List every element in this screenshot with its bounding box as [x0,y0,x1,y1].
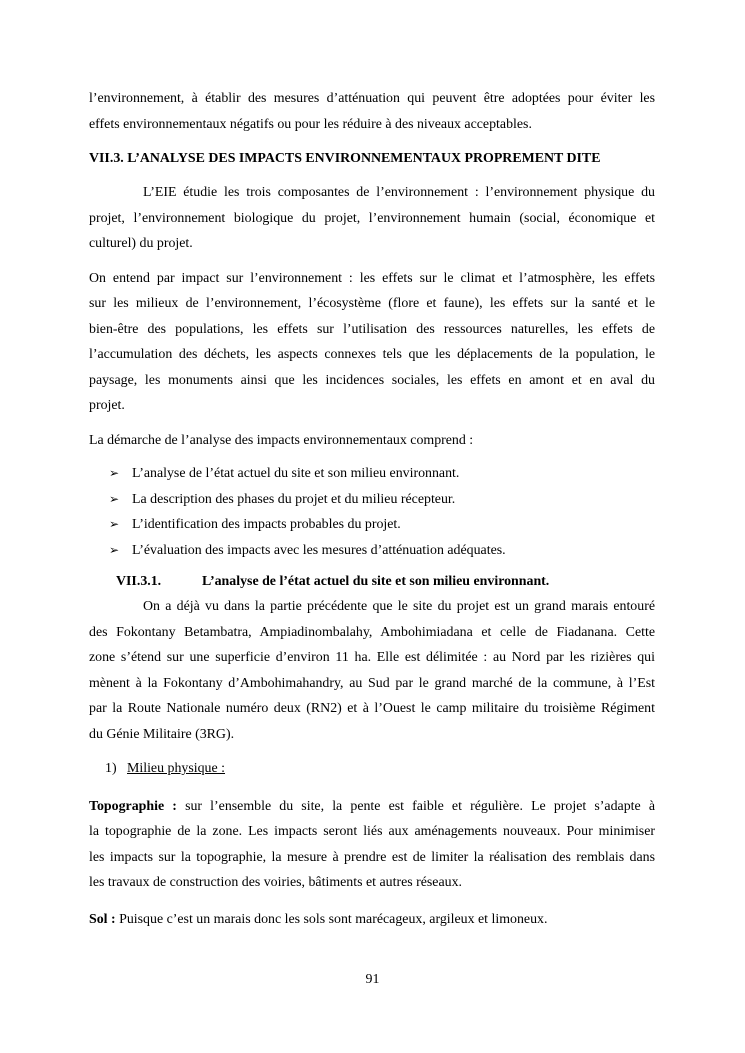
list-item-text: L’identification des impacts probables du projet. [132,517,401,532]
list-item-text: La description des phases du projet et du milieu récepteur. [132,491,456,507]
numbered-item [89,756,655,782]
document-page [89,86,655,932]
text-line: du Génie Militaire (3RG). [89,726,235,742]
list-item [89,538,655,564]
eie-paragraph [89,180,655,257]
text-line: L’EIE étudie les trois composantes de l’environnement : l’environnement physique du [143,185,655,200]
list-item [89,487,655,513]
text-line: mènent à la Fokontany d’Ambohimahandry, au Sud par le grand marché de la commune, à l’Est [89,675,655,691]
item-label: Milieu physique : [127,761,226,776]
list-item [89,461,655,487]
section-heading: VII.3. L’ANALYSE DES IMPACTS ENVIRONNEMENTAUX PROPREMENT DITE [89,151,601,166]
text-line: On entend par impact sur l’environnement : les effets sur le climat et l’atmosphère, les effets [89,270,655,286]
text-line [89,794,655,820]
list-item-text: L’analyse de l’état actuel du site et son milieu environnant. [132,466,460,481]
subsection-number: VII.3.1. [116,574,162,589]
soil-text: Puisque c’est un marais donc les sols sont marécageux, argileux et limoneux. [119,911,548,927]
topography-label: Topographie : [89,798,177,814]
arrow-bullet-icon: ➢ [109,542,120,557]
text-line: zone s’étend sur une superficie d’environ 11 ha. Elle est délimitée : au Nord par les rizières qui [89,650,655,665]
text-line: paysage, les monuments ainsi que les incidences sociales, les effets en amont et en aval du [89,372,655,388]
site-paragraph [89,594,655,747]
soil-paragraph [89,907,655,933]
list-item [89,512,655,538]
text-line: On a déjà vu dans la partie précédente que le site du projet est un grand marais entouré [143,599,655,614]
text-line: projet. [89,398,125,413]
topography-paragraph [89,794,655,896]
text-line: l’environnement, à établir des mesures d’atténuation qui peuvent être adoptées pour éviter les [89,91,655,106]
soil-label: Sol : [89,911,116,927]
text-fragment: sur l’ensemble du site, la pente est faible et régulière. Le projet s’adapte à [185,798,655,814]
arrow-bullet-icon: ➢ [109,491,120,506]
item-number: 1) [105,761,117,776]
text-line: par la Route Nationale numéro deux (RN2) et à l’Ouest le camp militaire du troisième Régiment [89,701,655,716]
text-line: les travaux de construction des voiries, bâtiments et autres réseaux. [89,875,462,890]
text-line: effets environnementaux négatifs ou pour les réduire à des niveaux acceptables. [89,116,532,132]
subsection-title: L’analyse de l’état actuel du site et son milieu environnant. [202,574,550,589]
page-number: 91 [365,972,380,987]
intro-paragraph [89,86,655,137]
text-line: la topographie de la zone. Les impacts seront liés aux aménagements nouveaux. Pour minimiser [89,824,655,839]
arrow-bullet-icon: ➢ [109,466,120,480]
text-line: l’accumulation des déchets, les aspects connexes tels que les déplacements de la population, le [89,347,655,362]
demarche-paragraph: La démarche de l’analyse des impacts environnementaux comprend : [89,432,474,448]
bullet-list [89,461,655,563]
text-line: culturel) du projet. [89,236,193,251]
text-line: des Fokontany Betambatra, Ampiadinombalahy, Ambohimiadana et celle de Fiadanana. Cette [89,624,655,640]
impact-paragraph [89,266,655,419]
arrow-bullet-icon: ➢ [109,517,120,531]
text-line: les impacts sur la topographie, la mesure à prendre est de limiter la réalisation des remblais dans [89,849,655,865]
text-line: bien-être des populations, les effets sur l’utilisation des ressources naturelles, les effets de [89,321,655,337]
subsection-heading [116,569,655,594]
list-item-text: L’évaluation des impacts avec les mesures d’atténuation adéquates. [132,542,506,558]
text-line: sur les milieux de l’environnement, l’écosystème (flore et faune), les effets sur la santé et le [89,296,655,311]
text-line: projet, l’environnement biologique du projet, l’environnement humain (social, économique et [89,210,655,226]
